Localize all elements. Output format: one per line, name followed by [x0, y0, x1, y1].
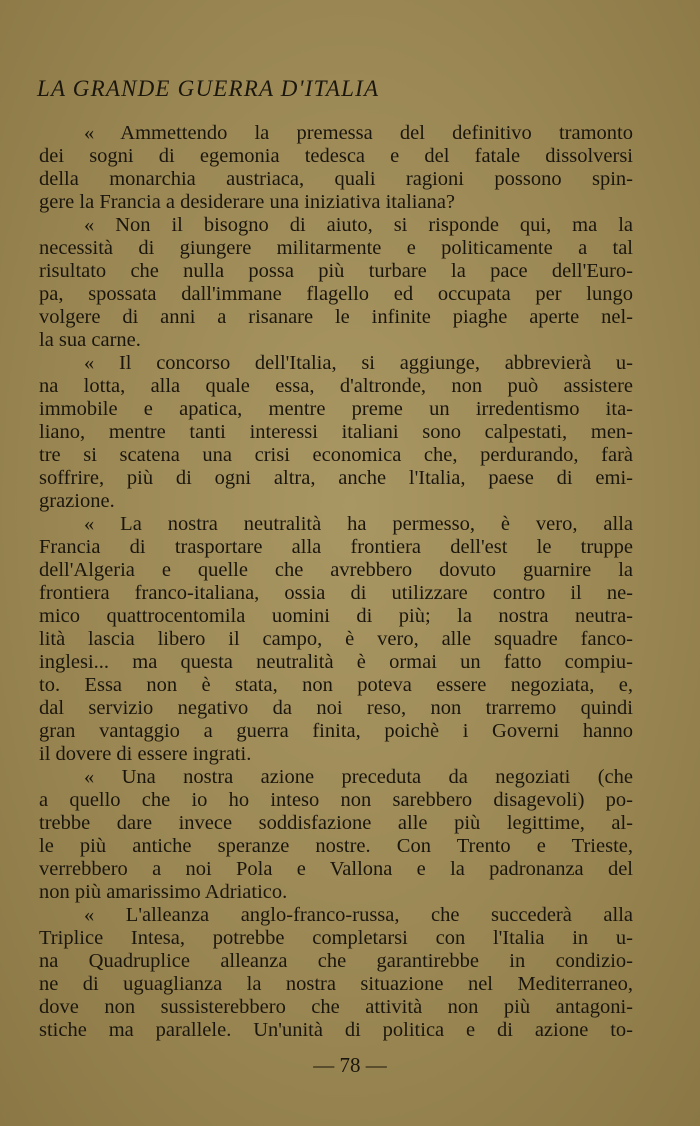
text-line: liano, mentre tanti interessi italiani sono calpestati, men- — [39, 421, 633, 443]
text-line: immobile e apatica, mentre preme un irredentismo ita- — [39, 398, 633, 420]
text-line: « Il concorso dell'Italia, si aggiunge, abbrevierà u- — [84, 352, 633, 374]
page-number: — 78 — — [313, 1053, 387, 1077]
text-line: ne di uguaglianza la nostra situazione nel Mediterraneo, — [39, 973, 633, 995]
text-line: Francia di trasportare alla frontiera dell'est le truppe — [39, 536, 633, 558]
text-line: « La nostra neutralità ha permesso, è vero, alla — [84, 513, 633, 535]
text-line: gere la Francia a desiderare una iniziativa italiana? — [39, 191, 456, 213]
text-line: « L'alleanza anglo-franco-russa, che succederà alla — [84, 904, 633, 926]
text-line: na lotta, alla quale essa, d'altronde, non può assistere — [39, 375, 633, 397]
text-line: dal servizio negativo da noi reso, non trarremo quindi — [39, 697, 633, 719]
text-line: frontiera franco-italiana, ossia di utilizzare contro il ne- — [39, 582, 633, 604]
text-line: Triplice Intesa, potrebbe completarsi con l'Italia in u- — [39, 927, 633, 949]
text-line: mico quattrocentomila uomini di più; la nostra neutra- — [39, 605, 633, 627]
text-line: gran vantaggio a guerra finita, poichè i Governi hanno — [39, 720, 633, 742]
text-line: le più antiche speranze nostre. Con Trento e Trieste, — [39, 835, 633, 857]
text-line: necessità di giungere militarmente e politicamente a tal — [39, 237, 633, 259]
text-line: pa, spossata dall'immane flagello ed occupata per lungo — [39, 283, 633, 305]
text-line: inglesi... ma questa neutralità è ormai un fatto compiu- — [39, 651, 633, 673]
text-line: tre si scatena una crisi economica che, perdurando, farà — [39, 444, 633, 466]
text-line: il dovere di essere ingrati. — [39, 743, 252, 765]
text-line: na Quadruplice alleanza che garantirebbe in condizio- — [39, 950, 633, 972]
text-line: la sua carne. — [39, 329, 141, 351]
text-line: dell'Algeria e quelle che avrebbero dovuto guarnire la — [39, 559, 633, 581]
text-line: lità lascia libero il campo, è vero, alle squadre fanco- — [39, 628, 633, 650]
body-text — [39, 122, 633, 1042]
text-line: stiche ma parallele. Un'unità di politica e di azione to- — [39, 1019, 633, 1041]
text-line: verrebbero a noi Pola e Vallona e la padronanza del — [39, 858, 633, 880]
text-line: volgere di anni a risanare le infinite piaghe aperte nel- — [39, 306, 633, 328]
text-line: dove non sussisterebbero che attività non più antagoni- — [39, 996, 633, 1018]
text-line: « Non il bisogno di aiuto, si risponde qui, ma la — [84, 214, 633, 236]
text-line: trebbe dare invece soddisfazione alle più legittime, al- — [39, 812, 633, 834]
text-line: dei sogni di egemonia tedesca e del fatale dissolversi — [39, 145, 633, 167]
text-line: della monarchia austriaca, quali ragioni possono spin- — [39, 168, 633, 190]
text-line: « Una nostra azione preceduta da negoziati (che — [84, 766, 633, 788]
text-line: a quello che io ho inteso non sarebbero disagevoli) po- — [39, 789, 633, 811]
text-line: grazione. — [39, 490, 115, 512]
text-line: to. Essa non è stata, non poteva essere negoziata, e, — [39, 674, 633, 696]
text-line: « Ammettendo la premessa del definitivo tramonto — [84, 122, 633, 144]
text-line: risultato che nulla possa più turbare la pace dell'Euro- — [39, 260, 633, 282]
running-head: LA GRANDE GUERRA D'ITALIA — [37, 76, 380, 101]
text-line: soffrire, più di ogni altra, anche l'Italia, paese di emi- — [39, 467, 633, 489]
text-line: non più amarissimo Adriatico. — [39, 881, 288, 903]
